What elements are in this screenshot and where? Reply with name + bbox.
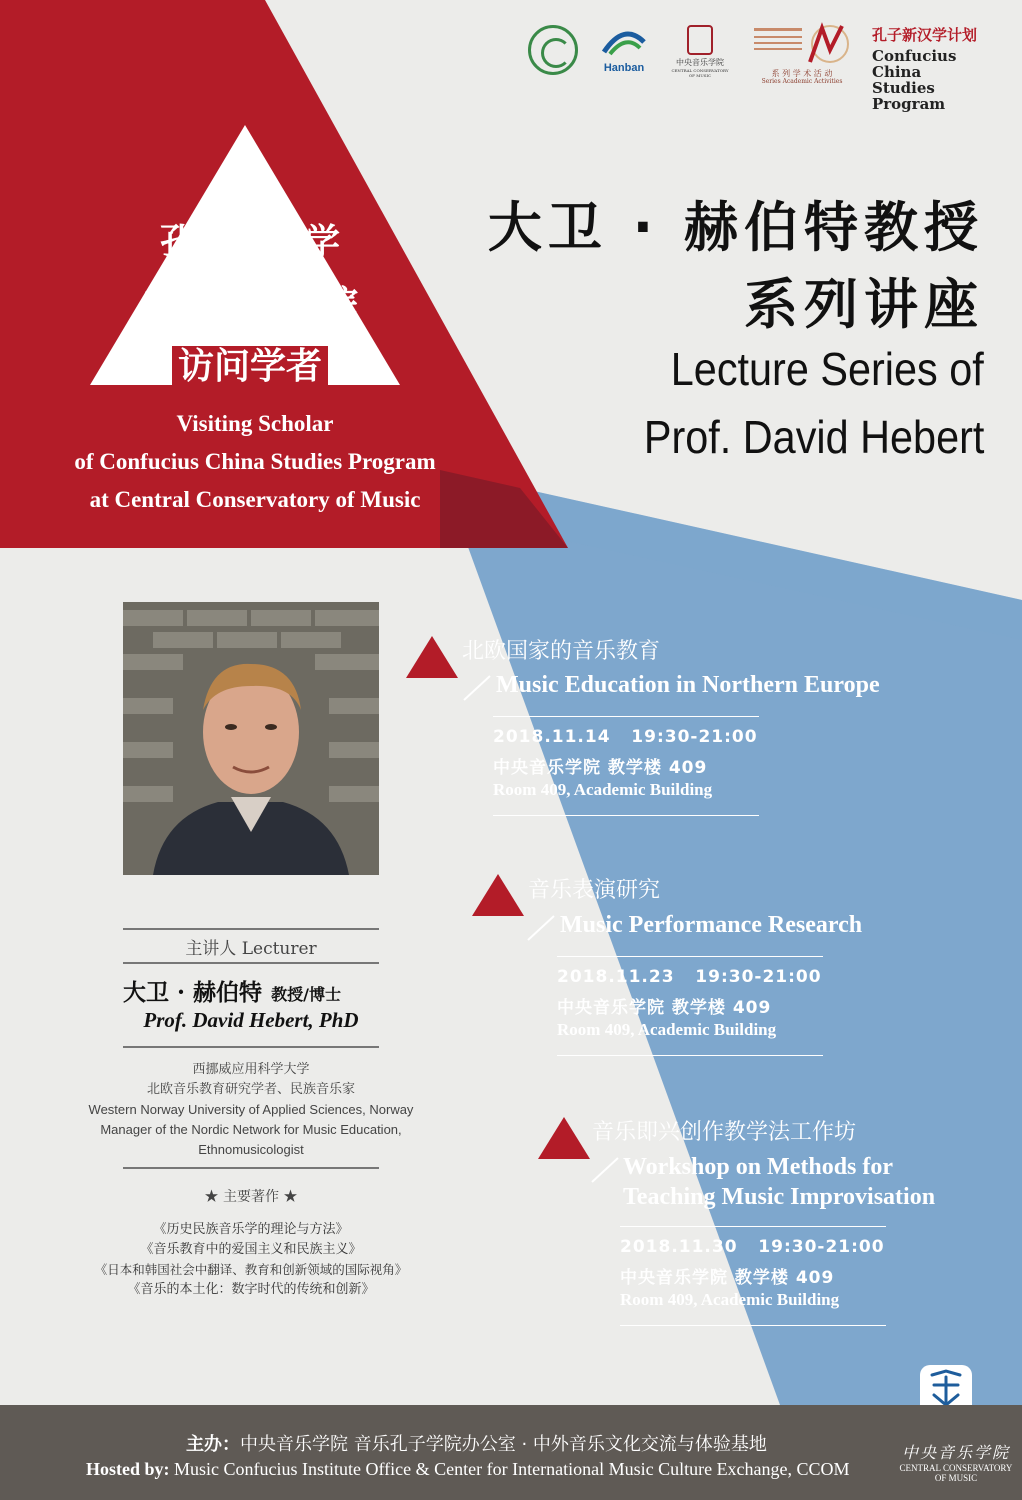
visiting-cn-line3-text: 访问学者 <box>172 346 328 387</box>
talk-2-date: 2018.11.23 19:30-21:00 <box>557 967 822 987</box>
footer-ccom-en-2: OF MUSIC <box>934 1473 978 1483</box>
red-triangle-icon <box>472 874 524 916</box>
lecturer-name-cn: 大卫 · 赫伯特 <box>123 979 263 1006</box>
lecturer-photo <box>123 602 379 875</box>
title-en-line1: Lecture Series of <box>671 343 984 395</box>
lecturer-affiliation <box>60 1060 442 1160</box>
talk-3-title-en-2: Teaching Music Improvisation <box>623 1184 936 1210</box>
talk-1-title-en: Music Education in Northern Europe <box>496 672 880 698</box>
visiting-en-block <box>30 405 480 519</box>
ccom-small-name-en: CENTRAL CONSERVATORY OF MUSIC <box>671 68 729 78</box>
visiting-en-line2: of Confucius China Studies Program <box>74 449 436 474</box>
visiting-en-line1: Visiting Scholar <box>176 411 334 436</box>
talk-3-title-cn: 音乐即兴创作教学法工作坊 <box>592 1120 857 1145</box>
talk-2-title-en: Music Performance Research <box>560 912 863 938</box>
divider <box>557 956 823 957</box>
footer-ccom-cn: 中央音乐学院 <box>901 1443 1010 1462</box>
footer-host-en <box>86 1459 850 1480</box>
works-list <box>40 1220 462 1300</box>
footer-ccom-en-1: CENTRAL CONSERVATORY <box>899 1463 1013 1473</box>
title-cn-line1: 大卫 · 赫伯特教授 <box>487 196 984 259</box>
visiting-cn-block <box>60 212 440 398</box>
series-logo <box>752 22 852 84</box>
talk-3-venue-cn: 中央音乐学院 教学楼 409 <box>620 1268 835 1288</box>
ccom-small-logo <box>670 25 730 78</box>
divider <box>620 1226 886 1227</box>
talk-3-title-en-1: Workshop on Methods for <box>623 1154 894 1180</box>
affil-en-3: Ethnomusicologist <box>198 1142 304 1157</box>
visiting-en-line3: at Central Conservatory of Music <box>89 487 421 512</box>
talk-2-title-cn: 音乐表演研究 <box>528 878 661 903</box>
works-item: 《音乐教育中的爱国主义和民族主义》 <box>140 1242 362 1257</box>
talk-1-date: 2018.11.14 19:30-21:00 <box>493 727 758 747</box>
works-label: ★ 主要著作 ★ <box>204 1189 298 1205</box>
title-cn-line2: 系列讲座 <box>744 273 984 336</box>
footer-host-cn-text: 中央音乐学院 音乐孔子学院办公室 · 中外音乐文化交流与体验基地 <box>240 1434 767 1455</box>
talk-1-venue-cn: 中央音乐学院 教学楼 409 <box>493 758 708 778</box>
lecturer-title-cn: 教授/博士 <box>271 985 341 1004</box>
talk-1-venue-en: Room 409, Academic Building <box>493 780 713 799</box>
hanban-label: Hanban <box>603 62 645 74</box>
talk-2-venue-en: Room 409, Academic Building <box>557 1020 777 1039</box>
slash-icon <box>590 1156 620 1184</box>
divider <box>123 962 379 964</box>
footer-host-cn-label: 主办： <box>186 1434 240 1455</box>
divider <box>123 928 379 930</box>
series-label: 系 列 学 术 活 动 <box>771 69 833 78</box>
red-triangle-icon <box>406 636 458 678</box>
series-m-icon <box>752 22 852 66</box>
divider <box>493 815 759 816</box>
footer-host-en-text: Music Confucius Institute Office & Center for International Music Culture Exchange, CCOM <box>174 1459 850 1479</box>
affil-en-2: Manager of the Nordic Network for Music Education, <box>100 1122 402 1137</box>
program-logo <box>872 24 992 112</box>
lecturer-label: 主讲人 Lecturer <box>185 939 317 959</box>
program-en-1: Confucius China <box>872 47 957 81</box>
hanban-swoosh-icon <box>600 28 648 58</box>
visiting-cn-line2: 中央音乐学院 <box>141 284 358 325</box>
ccom-seal-icon <box>687 25 713 55</box>
title-en-line2: Prof. David Hebert <box>643 411 984 463</box>
divider <box>557 1055 823 1056</box>
divider <box>123 1167 379 1169</box>
slash-icon <box>462 674 492 702</box>
talk-1-title-cn: 北欧国家的音乐教育 <box>462 639 661 664</box>
logo-circle-icon <box>528 25 578 75</box>
slash-icon <box>526 914 556 942</box>
affil-cn-2: 北欧音乐教育研究学者、民族音乐家 <box>146 1082 355 1097</box>
visiting-cn-line3 <box>172 336 328 398</box>
talk-3-date: 2018.11.30 19:30-21:00 <box>620 1237 885 1257</box>
divider <box>123 1046 379 1048</box>
lecturer-name-en: Prof. David Hebert, PhD <box>143 1008 359 1032</box>
red-triangle-icon <box>538 1117 590 1159</box>
hanban-logo <box>598 28 650 74</box>
series-label-en: Series Academic Activities <box>761 78 843 85</box>
lecturer-portrait <box>123 602 379 875</box>
talk-3-venue-en: Room 409, Academic Building <box>620 1290 840 1309</box>
visiting-cn-line1: 孔子新汉学 <box>159 222 340 263</box>
footer-host-cn <box>186 1430 767 1456</box>
works-item: 《历史民族音乐学的理论与方法》 <box>153 1222 349 1237</box>
footer-ccom-logo <box>896 1440 1016 1483</box>
talk-2-venue-cn: 中央音乐学院 教学楼 409 <box>557 998 772 1018</box>
divider <box>620 1325 886 1326</box>
program-en-2: Studies Program <box>872 79 946 113</box>
works-item: 《音乐的本土化：数字时代的传统和创新》 <box>127 1282 375 1297</box>
program-cn: 孔子新汉学计划 <box>872 26 978 44</box>
affil-cn-1: 西挪威应用科学大学 <box>192 1062 310 1077</box>
lecturer-name-cn-row <box>123 974 379 1007</box>
ccom-small-name: 中央音乐学院 <box>676 58 724 67</box>
affil-en-1: Western Norway University of Applied Sciences, Norway <box>88 1102 414 1117</box>
works-item: 《日本和韩国社会中翻译、教育和创新领域的国际视角》 <box>94 1262 408 1277</box>
footer-host-en-label: Hosted by: <box>86 1459 170 1479</box>
divider <box>493 716 759 717</box>
